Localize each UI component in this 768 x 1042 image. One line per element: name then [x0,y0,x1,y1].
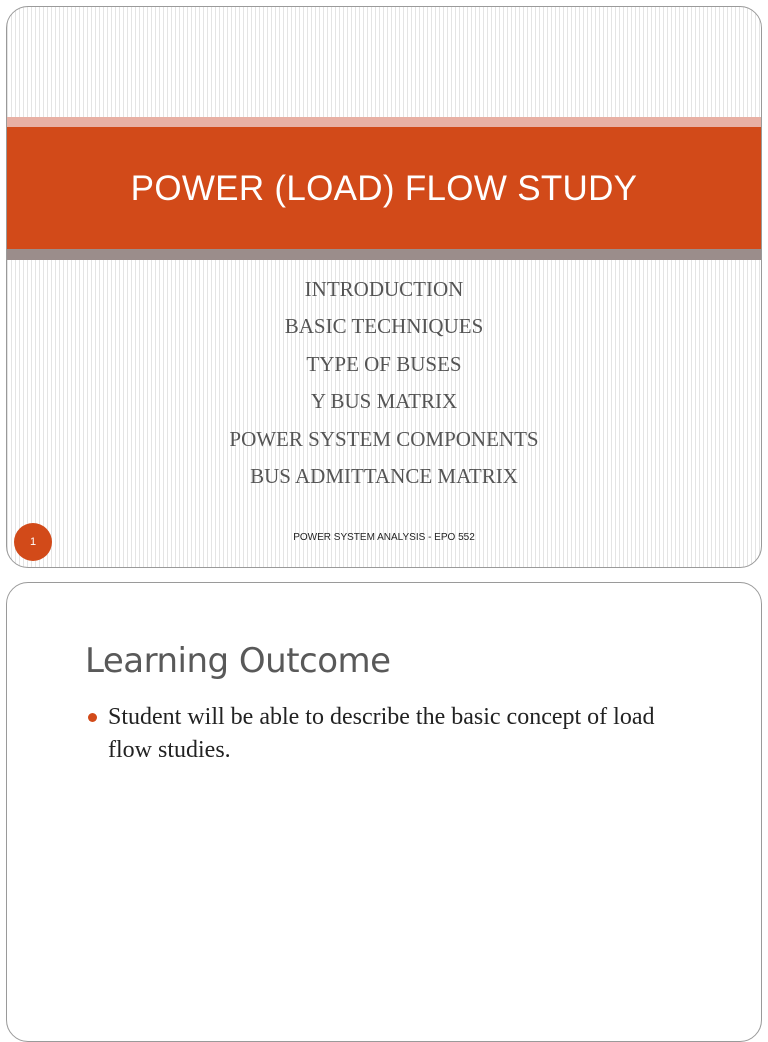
learning-outcome-slide [6,582,762,1042]
page-number-badge: 1 [14,523,52,561]
slide-heading: Learning Outcome [85,641,391,681]
bullet-dot-icon [88,713,97,722]
title-band-bottom-stripe [7,249,761,260]
title-band-top-stripe [7,117,761,127]
title-band [7,127,761,249]
topic-item: INTRODUCTION [304,277,464,301]
slide-footer: POWER SYSTEM ANALYSIS - EPO 552 [293,532,475,543]
bullet-item [85,701,695,767]
slide-title: POWER (LOAD) FLOW STUDY [130,169,638,208]
topic-item: Y BUS MATRIX [310,389,458,414]
bullet-text: Student will be able to describe the basic concept of load flow studies. [108,704,655,763]
topic-item: BASIC TECHNIQUES [284,314,484,339]
topic-item: POWER SYSTEM COMPONENTS [229,426,539,451]
topic-item: BUS ADMITTANCE MATRIX [250,463,518,488]
title-slide [6,6,762,568]
topic-list [7,271,761,495]
topic-item: TYPE OF BUSES [306,351,462,376]
